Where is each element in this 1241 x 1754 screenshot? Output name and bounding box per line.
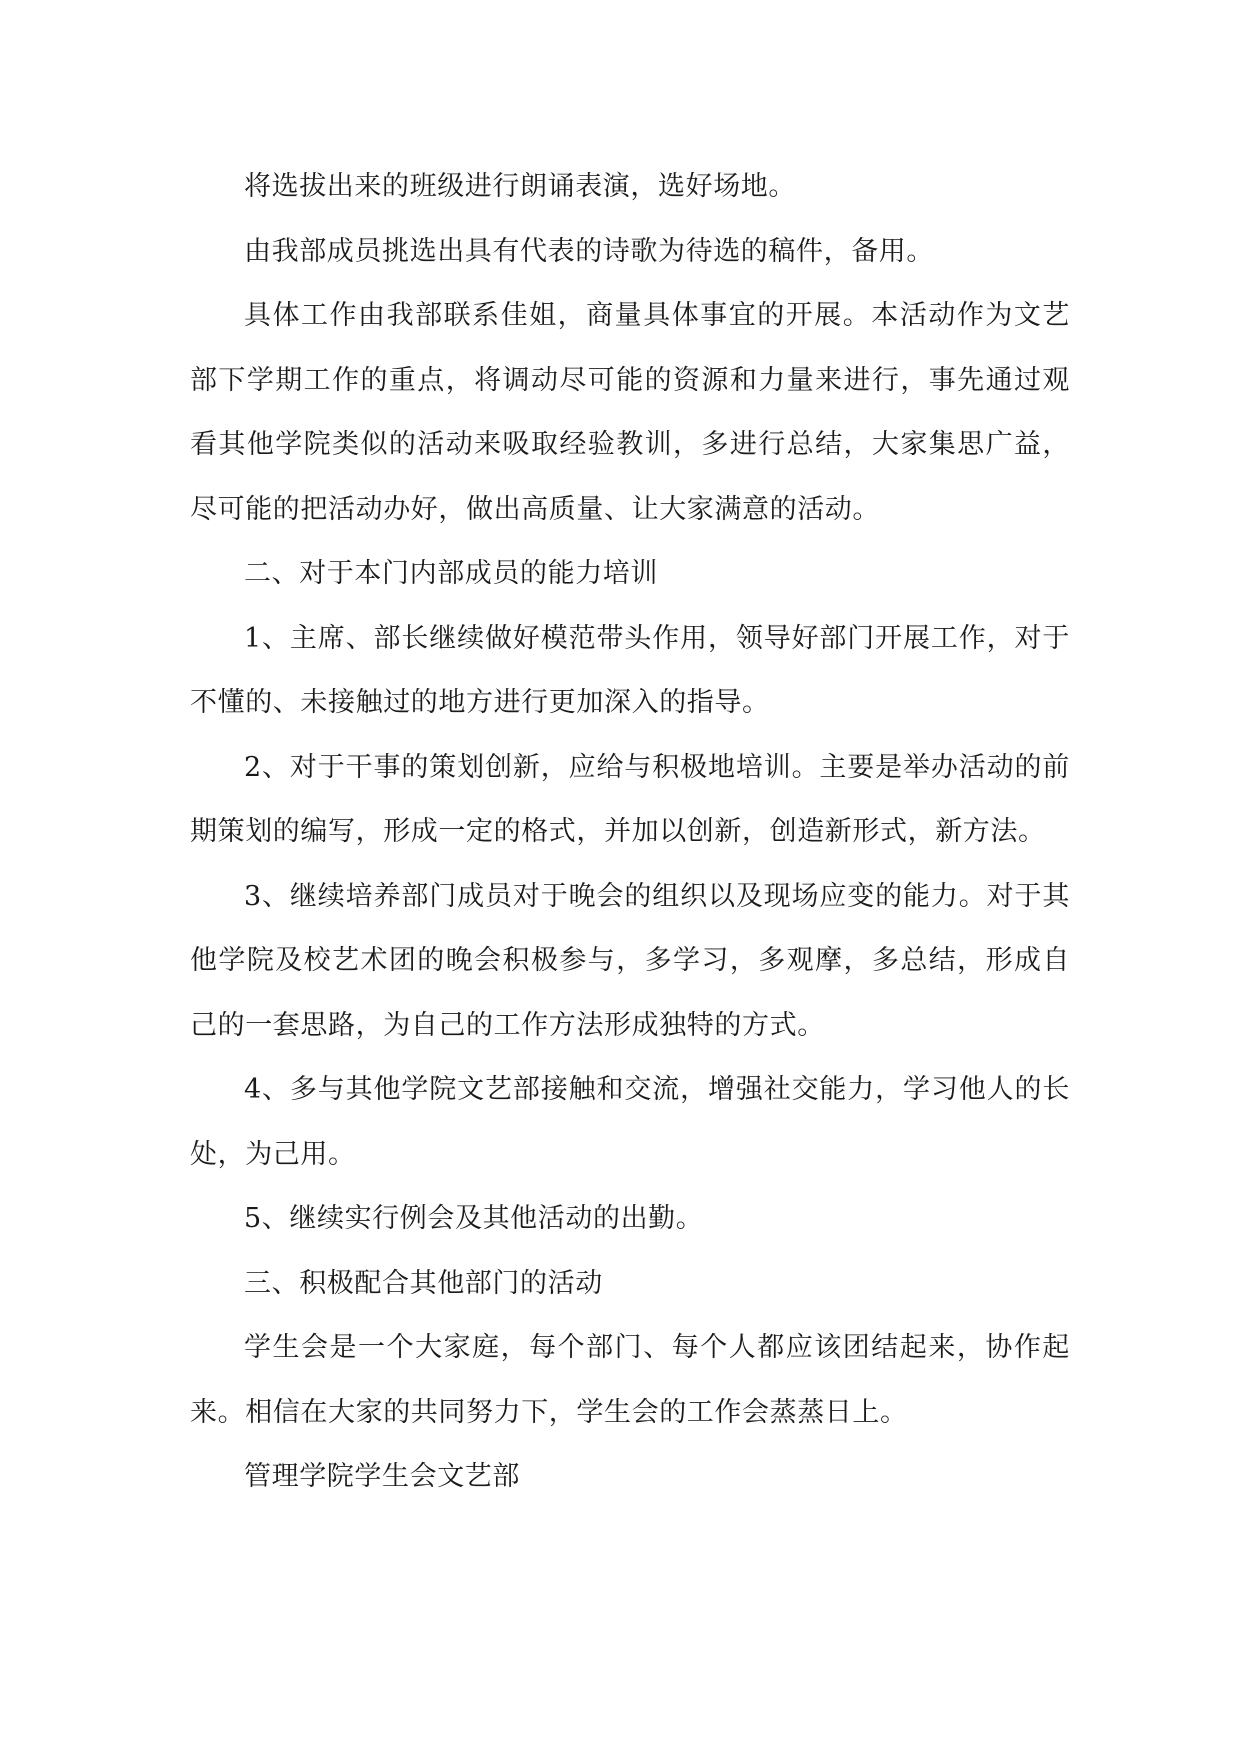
document-body (190, 155, 1070, 1510)
list-item-2: 2、对于干事的策划创新，应给与积极地培训。主要是举办活动的前期策划的编写，形成一定的格式，并加以创新，创造新形式，新方法。 (190, 751, 1070, 847)
section-heading-training: 二、对于本门内部成员的能力培训 (244, 558, 658, 589)
list-item-1: 1、主席、部长继续做好模范带头作用，领导好部门开展工作，对于不懂的、未接触过的地方进行更加深入的指导。 (190, 622, 1070, 718)
paragraph-student-union: 学生会是一个大家庭，每个部门、每个人都应该团结起来，协作起来。相信在大家的共同努力下，学生会的工作会蒸蒸日上。 (190, 1332, 1070, 1428)
section-heading-cooperation: 三、积极配合其他部门的活动 (244, 1267, 603, 1299)
paragraph-work-arrangement: 具体工作由我部联系佳姐，商量具体事宜的开展。本活动作为文艺部下学期工作的重点，将调动尽可能的资源和力量来进行，事先通过观看其他学院类似的活动来吸取经验教训，多进行总结，大家集思广益，尽可能的把活动办好，做出高质量、让大家满意的活动。 (190, 300, 1070, 525)
signature-department: 管理学院学生会文艺部 (244, 1461, 520, 1492)
list-item-4: 4、多与其他学院文艺部接触和交流，增强社交能力，学习他人的长处，为己用。 (190, 1074, 1070, 1170)
paragraph-recitation-venue: 将选拔出来的班级进行朗诵表演，选好场地。 (244, 171, 796, 202)
paragraph-poem-selection: 由我部成员挑选出具有代表的诗歌为待选的稿件，备用。 (244, 235, 934, 267)
list-item-3: 3、继续培养部门成员对于晚会的组织以及现场应变的能力。对于其他学院及校艺术团的晚会积极参与，多学习，多观摩，多总结，形成自己的一套思路，为自己的工作方法形成独特的方式。 (190, 880, 1070, 1041)
list-item-5: 5、继续实行例会及其他活动的出勤。 (244, 1203, 704, 1234)
